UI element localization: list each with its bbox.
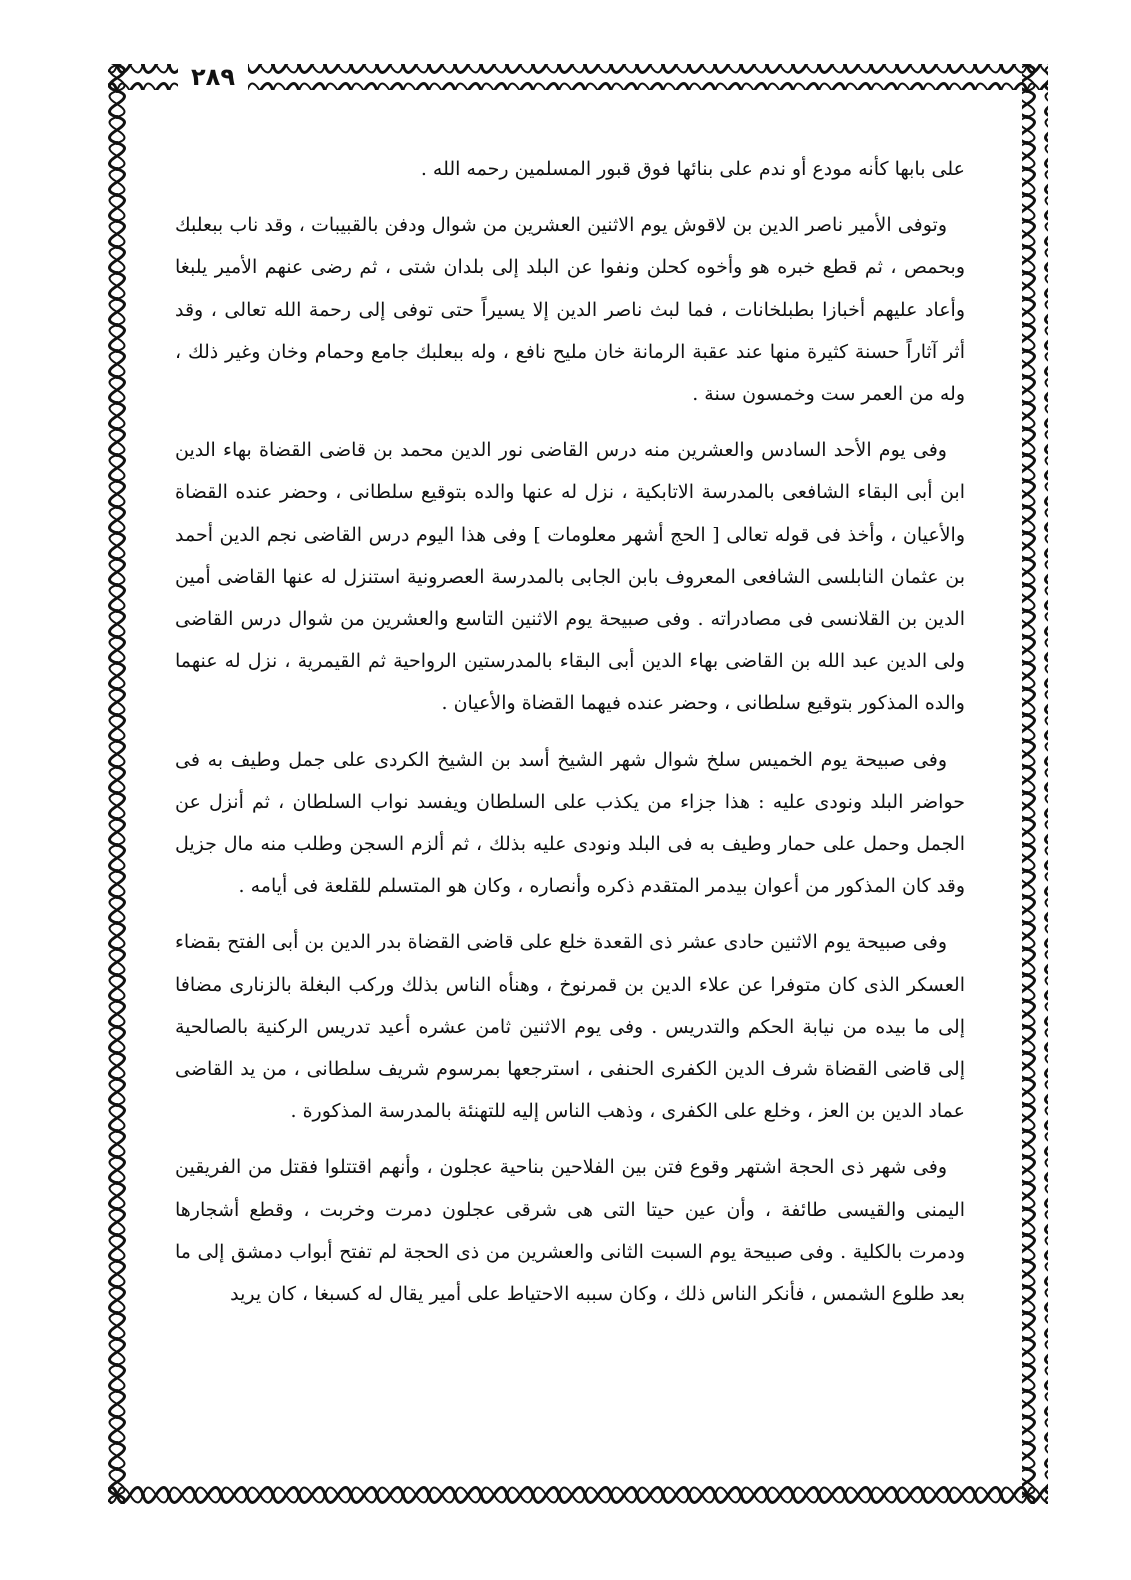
- paragraph: وفى صبيحة يوم الخميس سلخ شوال شهر الشيخ أسد بن الشيخ الكردى على جمل وطيف به فى حواضر البلد ونودى عليه : هذا جزاء من يكذب على السلطان ويفسد نواب السلطان ، ثم أنزل عن الجمل وحمل على حمار وطيف به فى البلد ونودى عليه بذلك ، ثم ألزم السجن وطلب منه مال جزيل وقد كان المذكور من أعوان بيدمر المتقدم ذكره وأنصاره ، وكان هو المتسلم للقلعة فى أيامه .: [175, 748, 965, 898]
- paragraph: وتوفى الأمير ناصر الدين بن لاقوش يوم الاثنين العشرين من شوال ودفن بالقبيبات ، وقد ناب ببعلبك وبحمص ، ثم قطع خبره هو وأخوه كحلن ونفوا عن البلد إلى بلدان شتى ، ثم رضى عنهم الأمير يلبغا وأعاد عليهم أخبازا بطبلخانات ، فما لبث ناصر الدين إلا يسيراً حتى توفى إلى رحمة الله تعالى ، وقد أثر آثاراً حسنة كثيرة منها عند عقبة الرمانة خان مليح نافع ، وله ببعلبك جامع وحمام وخان وغير ذلك ، وله من العمر ست وخمسون سنة .: [175, 214, 965, 406]
- paragraph: وفى شهر ذى الحجة اشتهر وقوع فتن بين الفلاحين بناحية عجلون ، وأنهم اقتتلوا فقتل من الفريقين اليمنى والقيسى طائفة ، وأن عين حيتا التى هى شرقى عجلون دمرت وخربت ، وقطع أشجارها ودمرت بالكلية . وفى صبيحة يوم السبت الثانى والعشرين من ذى الحجة لم تفتح أبواب دمشق إلى ما بعد طلوع الشمس ، فأنكر الناس ذلك ، وكان سببه الاحتياط على أمير يقال له كسبغا ، كان يريد: [175, 1156, 965, 1306]
- page-body: [175, 148, 965, 1438]
- page-number: ٢٨٩: [178, 62, 248, 92]
- paragraph: وفى صبيحة يوم الاثنين حادى عشر ذى القعدة خلع على قاضى القضاة بدر الدين بن أبى الفتح بقضاء العسكر الذى كان متوفرا عن علاء الدين بن قمرنوخ ، وهنأه الناس بذلك وركب البغلة بالزنارى مضافا إلى ما بيده من نيابة الحكم والتدريس . وفى يوم الاثنين ثامن عشره أعيد تدريس الركنية بالصالحية إلى قاضى القضاة شرف الدين الكفرى الحنفى ، استرجعها بمرسوم شريف سلطانى ، من يد القاضى عماد الدين بن العز ، وخلع على الكفرى ، وذهب الناس إليه للتهنئة بالمدرسة المذكورة .: [175, 931, 965, 1123]
- paragraph: على بابها كأنه مودع أو ندم على بنائها فوق قبور المسلمين رحمه الله .: [420, 158, 965, 180]
- paragraph: وفى يوم الأحد السادس والعشرين منه درس القاضى نور الدين محمد بن قاضى القضاة بهاء الدين ابن أبى البقاء الشافعى بالمدرسة الاتابكية ، نزل له عنها والده بتوقيع سلطانى ، وحضر عنده القضاة والأعيان ، وأخذ فى قوله تعالى [ الحج أشهر معلومات ] وفى هذا اليوم درس القاضى نجم الدين أحمد بن عثمان النابلسى الشافعى المعروف بابن الجابى بالمدرسة العصرونية استنزل له عنها القاضى أمين الدين بن القلانسى فى مصادراته . وفى صبيحة يوم الاثنين التاسع والعشرين من شوال درس القاضى ولى الدين عبد الله بن القاضى بهاء الدين أبى البقاء بالمدرستين الرواحية ثم القيمرية ، نزل له عنهما والده المذكور بتوقيع سلطانى ، وحضر عنده فيهما القضاة والأعيان .: [175, 439, 965, 715]
